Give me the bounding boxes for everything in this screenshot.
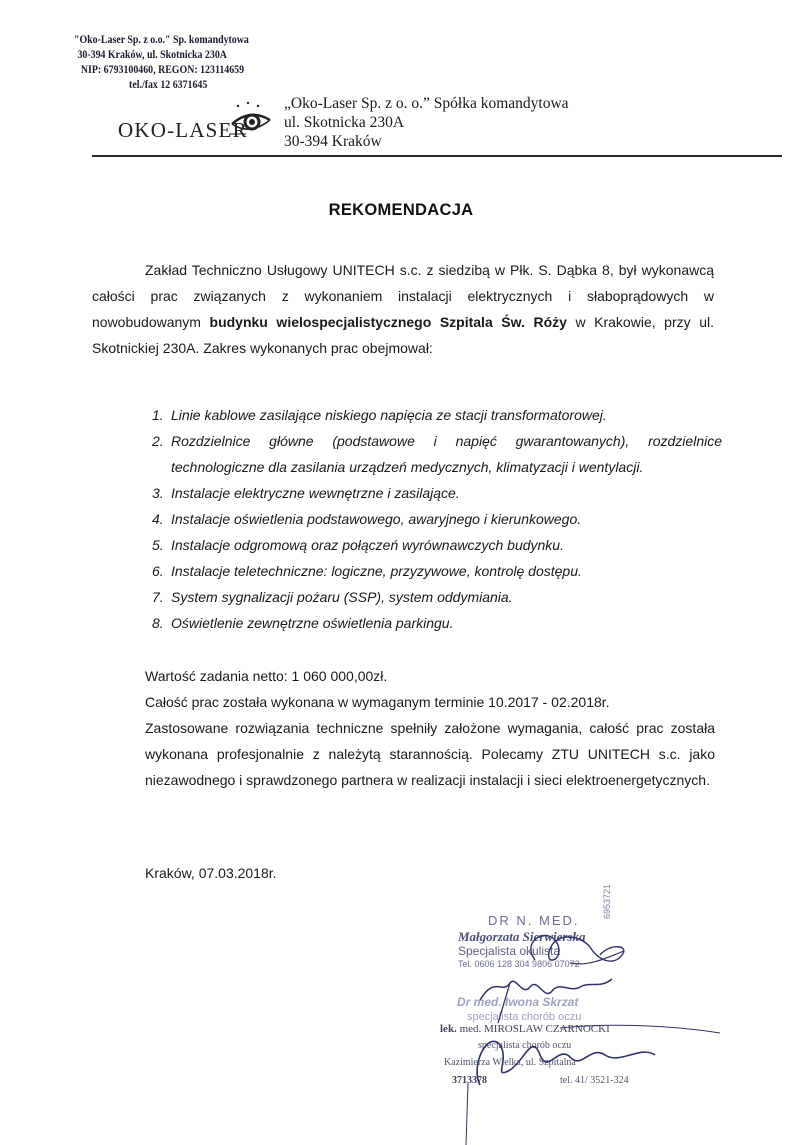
list-item (152, 402, 722, 428)
list-item-number: 8. (152, 615, 164, 631)
document-title: REKOMENDACJA (328, 201, 474, 219)
handwritten-signatures (440, 905, 740, 1145)
place-and-date: Kraków, 07.03.2018r. (145, 865, 277, 881)
header-divider (92, 155, 782, 157)
list-item-number: 5. (152, 537, 164, 553)
list-item-text: System sygnalizacji pożaru (SSP), system oddymiania. (171, 589, 513, 605)
intro-bold-building: budynku wielospecjalistycznego Szpitala Św. Róży (209, 314, 567, 330)
list-item (152, 532, 722, 558)
list-item-text: Instalacje elektryczne wewnętrzne i zasilające. (171, 485, 460, 501)
stamp3-name-text: med. MIROSLAW CZARNOCKI (459, 1023, 610, 1035)
list-item-text: Rozdzielnice główne (podstawowe i napięć gwarantowanych), rozdzielnice technologiczne dla zasilania urządzeń medycznych, klimatyzacji i wentylacji. (171, 433, 722, 475)
list-item (152, 506, 722, 532)
stamp3-registration: 3713378 (452, 1075, 487, 1086)
list-item-text: Instalacje oświetlenia podstawowego, awaryjnego i kierunkowego. (171, 511, 582, 527)
stamp1-vertical-number: 6953721 (602, 883, 612, 919)
list-item-number: 4. (152, 511, 164, 527)
completion-term: Całość prac została wykonana w wymaganym terminie 10.2017 - 02.2018r. (145, 694, 610, 710)
stamp3-specialty: specjalista chorób oczu (478, 1040, 572, 1051)
list-item-text: Linie kablowe zasilające niskiego napięcia ze stacji transformatorowej. (171, 407, 607, 423)
letterhead-address (284, 94, 569, 151)
list-item-text: Instalacje teletechniczne: logiczne, przyzywowe, kontrolę dostępu. (171, 563, 582, 579)
list-item (152, 584, 722, 610)
letterhead-street: ul. Skotnicka 230A (284, 114, 405, 131)
stamp-line-address: 30-394 Kraków, ul. Skotnicka 230A (77, 49, 227, 61)
stamp1-phone: Tel. 0606 128 304 9806 07072 (458, 959, 580, 969)
logo-wordmark: OKO-LASER (118, 118, 248, 142)
list-item (152, 558, 722, 584)
stamp2-specialty: specjalista chorób oczu (467, 1011, 582, 1023)
stamp1-title: DR N. MED. (488, 913, 580, 928)
closing-paragraph (145, 663, 715, 793)
contract-value: Wartość zadania netto: 1 060 000,00zł. (145, 668, 388, 684)
company-logo (118, 98, 278, 148)
intro-text-part1: Zakład Techniczno Usługowy UNITECH s.c. z siedzibą w Płk. S. Dąbka 8, był wykonawcą całości prac związanych z wykonaniem instalacji elektrycznych i słaboprądowych w nowobudowanym (92, 262, 714, 330)
intro-text-part2: w Krakowie, przy ul. Skotnickiej 230A. Zakres wykonanych prac obejmował: (92, 314, 714, 356)
list-item-number: 2. (152, 433, 164, 449)
eye-icon (230, 100, 274, 140)
stamp3-phone: tel. 41/ 3521-324 (560, 1075, 629, 1086)
list-item (152, 480, 722, 506)
signature-block (440, 883, 740, 1145)
stamp-line-phone: tel./fax 12 6371645 (129, 79, 208, 91)
letterhead-company-name: „Oko-Laser Sp. z o. o.” Spółka komandytowa (284, 95, 569, 112)
list-item-number: 1. (152, 407, 164, 423)
intro-paragraph (92, 257, 714, 361)
list-item (152, 610, 722, 636)
stamp3-address: Kazimierza Wielka, ul. Szpitalna (444, 1057, 576, 1068)
stamp2-name: Dr med. Iwona Skrzat (457, 995, 579, 1009)
recommendation-text: Zastosowane rozwiązania techniczne spełniły założone wymagania, całość prac została wykonana profesjonalnie z należytą starannością. Polecamy ZTU UNITECH s.c. jako niezawodnego i sprawdzonego partnera w realizacji instalacji i sieci elektroenergetycznych. (145, 720, 715, 788)
stamp-line-company: "Oko-Laser Sp. z o.o." Sp. komandytowa (74, 34, 249, 46)
list-item-number: 3. (152, 485, 164, 501)
company-rubber-stamp (74, 33, 255, 93)
list-item-number: 7. (152, 589, 164, 605)
stamp-line-nip-regon: NIP: 6793100460, REGON: 123114659 (80, 64, 245, 76)
stamp1-name: Małgorzata Sierwierska (458, 929, 586, 944)
list-item-text: Instalacje odgromową oraz połączeń wyrównawczych budynku. (171, 537, 564, 553)
letterhead-city: 30-394 Kraków (284, 133, 382, 150)
stamp3-prefix: lek. (440, 1023, 457, 1035)
scope-list (152, 402, 722, 636)
list-item (152, 428, 722, 480)
list-item-number: 6. (152, 563, 164, 579)
stamp1-specialty: Specjalista okulista (458, 944, 561, 958)
list-item-text: Oświetlenie zewnętrzne oświetlenia parkingu. (171, 615, 454, 631)
